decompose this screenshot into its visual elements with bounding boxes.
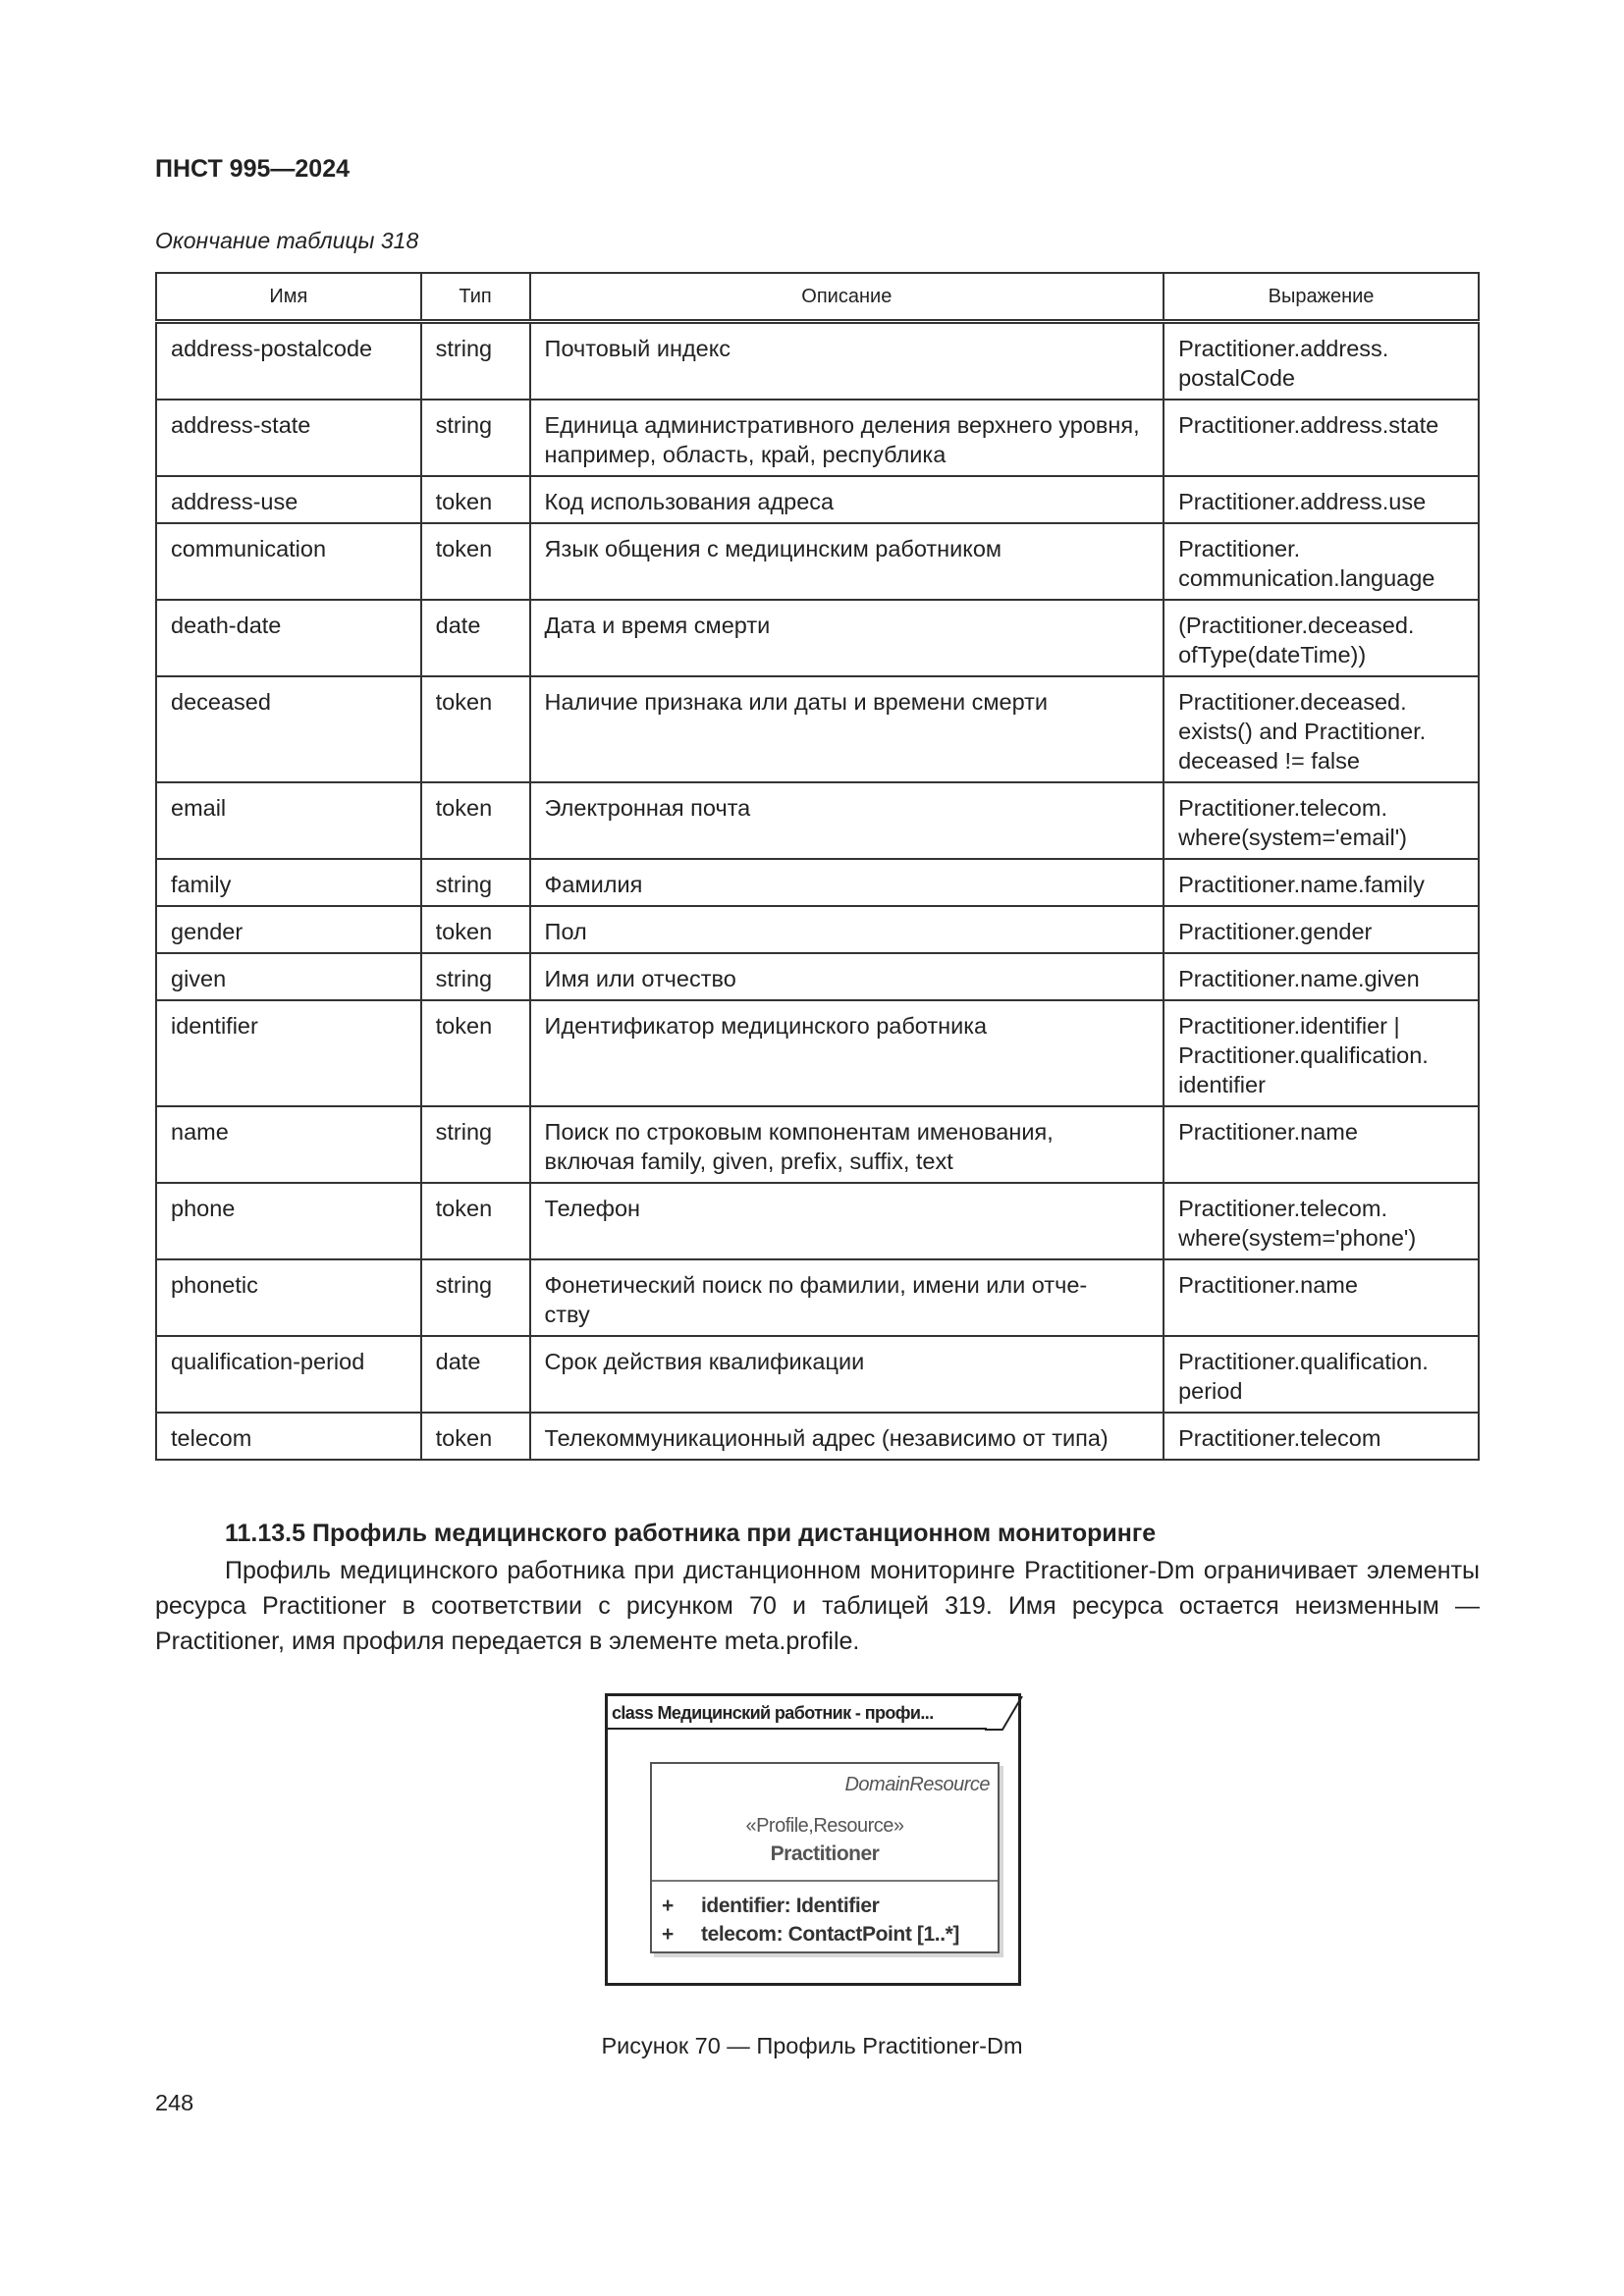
- cell-type: string: [421, 1259, 530, 1336]
- cell-expression: Practitioner.address.state: [1164, 400, 1479, 476]
- cell-type: date: [421, 600, 530, 676]
- cell-description: Наличие признака или даты и времени смерти: [530, 676, 1164, 782]
- cell-type: token: [421, 1183, 530, 1259]
- cell-name: given: [156, 953, 421, 1000]
- cell-type: token: [421, 523, 530, 600]
- cell-type: token: [421, 476, 530, 523]
- table-row: [156, 322, 1479, 400]
- cell-description: Язык общения с медицинским работником: [530, 523, 1164, 600]
- table-body: [156, 322, 1479, 1461]
- cell-type: string: [421, 1106, 530, 1183]
- cell-type: token: [421, 1413, 530, 1460]
- cell-description: Фамилия: [530, 859, 1164, 906]
- table-row: [156, 523, 1479, 600]
- table-row: [156, 859, 1479, 906]
- table-row: [156, 906, 1479, 953]
- uml-compartment-divider: [652, 1880, 998, 1882]
- cell-type: date: [421, 1336, 530, 1413]
- cell-description: Пол: [530, 906, 1164, 953]
- cell-type: token: [421, 1000, 530, 1106]
- uml-class-box: [650, 1762, 1000, 1953]
- page-number: 248: [155, 2090, 194, 2115]
- column-header-expression: Выражение: [1164, 273, 1479, 322]
- cell-expression: Practitioner.address. postalCode: [1164, 322, 1479, 400]
- column-header-description: Описание: [530, 273, 1164, 322]
- uml-class-name: Practitioner: [770, 1842, 880, 1865]
- cell-description: Почтовый индекс: [530, 322, 1164, 400]
- column-header-type: Тип: [421, 273, 530, 322]
- cell-expression: Practitioner.qualification. period: [1164, 1336, 1479, 1413]
- uml-diagram-frame: [605, 1693, 1021, 1986]
- cell-description: Телефон: [530, 1183, 1164, 1259]
- cell-name: death-date: [156, 600, 421, 676]
- table-caption: Окончание таблицы 318: [155, 228, 419, 253]
- cell-name: email: [156, 782, 421, 859]
- cell-description: Дата и время смерти: [530, 600, 1164, 676]
- section-paragraph: Профиль медицинского работника при дистанционном мониторинге Practitioner-Dm ограничивает элементы ресурса Practitioner в соответствии с рисунком 70 и таблицей 319. Имя ресурса остается неизменным — Practitioner, имя профиля передается в элементе meta.profile.: [155, 1557, 1480, 1655]
- cell-description: Срок действия квалификации: [530, 1336, 1164, 1413]
- section-title: 11.13.5 Профиль медицинского работника при дистанционном мониторинге: [225, 1520, 1157, 1547]
- standard-code: ПНСТ 995—2024: [155, 155, 350, 183]
- figure-caption: Рисунок 70 — Профиль Practitioner-Dm: [601, 2033, 1023, 2058]
- cell-description: Единица административного деления верхнего уровня, например, область, край, республика: [530, 400, 1164, 476]
- cell-expression: Practitioner.telecom. where(system='phone'): [1164, 1183, 1479, 1259]
- cell-name: address-postalcode: [156, 322, 421, 400]
- uml-frame-title: class Медицинский работник - профи...: [608, 1696, 987, 1730]
- cell-expression: Practitioner.gender: [1164, 906, 1479, 953]
- uml-attribute-visibility: +: [662, 1923, 674, 1946]
- table-header-row: [156, 273, 1479, 322]
- uml-frame-tab-corner: [985, 1696, 1024, 1732]
- cell-expression: Practitioner.telecom: [1164, 1413, 1479, 1460]
- cell-name: telecom: [156, 1413, 421, 1460]
- table-row: [156, 1183, 1479, 1259]
- uml-parent-class: DomainResource: [844, 1774, 990, 1795]
- cell-description: Код использования адреса: [530, 476, 1164, 523]
- uml-attribute-text: identifier: Identifier: [701, 1895, 880, 1917]
- column-header-name: Имя: [156, 273, 421, 322]
- cell-expression: Practitioner.name: [1164, 1259, 1479, 1336]
- table-row: [156, 953, 1479, 1000]
- table-row: [156, 600, 1479, 676]
- uml-attribute: [662, 1892, 959, 1920]
- cell-expression: Practitioner.telecom. where(system='email'): [1164, 782, 1479, 859]
- table-row: [156, 782, 1479, 859]
- table-row: [156, 1106, 1479, 1183]
- cell-expression: Practitioner.identifier | Practitioner.qualification. identifier: [1164, 1000, 1479, 1106]
- cell-name: qualification-period: [156, 1336, 421, 1413]
- cell-expression: Practitioner.name: [1164, 1106, 1479, 1183]
- cell-name: name: [156, 1106, 421, 1183]
- cell-type: token: [421, 782, 530, 859]
- uml-attribute-text: telecom: ContactPoint [1..*]: [701, 1923, 959, 1946]
- cell-type: string: [421, 400, 530, 476]
- uml-attribute: [662, 1920, 959, 1949]
- cell-name: address-use: [156, 476, 421, 523]
- cell-name: deceased: [156, 676, 421, 782]
- cell-description: Поиск по строковым компонентам именования, включая family, given, prefix, suffix, text: [530, 1106, 1164, 1183]
- cell-name: phone: [156, 1183, 421, 1259]
- table-row: [156, 476, 1479, 523]
- uml-attributes: [662, 1892, 959, 1949]
- table-row: [156, 676, 1479, 782]
- cell-expression: Practitioner. communication.language: [1164, 523, 1479, 600]
- cell-type: token: [421, 676, 530, 782]
- uml-attribute-visibility: +: [662, 1895, 674, 1917]
- cell-type: string: [421, 322, 530, 400]
- cell-expression: (Practitioner.deceased. ofType(dateTime)): [1164, 600, 1479, 676]
- cell-expression: Practitioner.deceased. exists() and Practitioner. deceased != false: [1164, 676, 1479, 782]
- cell-description: Электронная почта: [530, 782, 1164, 859]
- cell-type: string: [421, 859, 530, 906]
- table-row: [156, 400, 1479, 476]
- table-row: [156, 1336, 1479, 1413]
- table-row: [156, 1259, 1479, 1336]
- cell-description: Идентификатор медицинского работника: [530, 1000, 1164, 1106]
- cell-name: phonetic: [156, 1259, 421, 1336]
- table-row: [156, 1413, 1479, 1460]
- cell-description: Фонетический поиск по фамилии, имени или отче- ству: [530, 1259, 1164, 1336]
- cell-name: communication: [156, 523, 421, 600]
- cell-type: token: [421, 906, 530, 953]
- table-row: [156, 1000, 1479, 1106]
- cell-expression: Practitioner.name.given: [1164, 953, 1479, 1000]
- cell-description: Имя или отчество: [530, 953, 1164, 1000]
- cell-type: string: [421, 953, 530, 1000]
- cell-name: gender: [156, 906, 421, 953]
- uml-stereotype: «Profile,Resource»: [745, 1815, 904, 1837]
- cell-name: family: [156, 859, 421, 906]
- cell-name: identifier: [156, 1000, 421, 1106]
- search-parameters-table: [155, 272, 1480, 1461]
- cell-expression: Practitioner.name.family: [1164, 859, 1479, 906]
- cell-name: address-state: [156, 400, 421, 476]
- cell-description: Телекоммуникационный адрес (независимо от типа): [530, 1413, 1164, 1460]
- cell-expression: Practitioner.address.use: [1164, 476, 1479, 523]
